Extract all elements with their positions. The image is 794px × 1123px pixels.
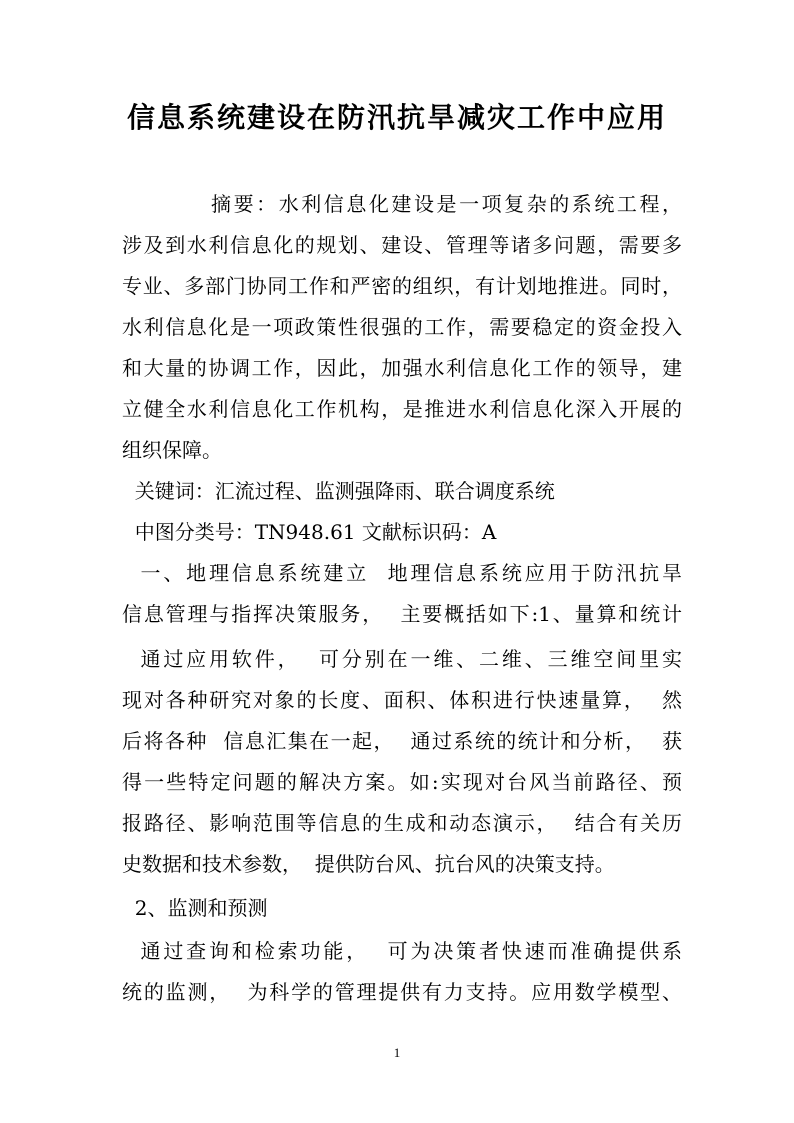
text-line: 史数据和技术参数， 提供防台风、抗台风的决策支持。 (122, 852, 615, 876)
document-title: 信息系统建设在防汛抗旱减灾工作中应用 (126, 101, 667, 134)
text-line: 现对各种研究对象的长度、面积、体积进行快速量算， 然 (122, 688, 682, 712)
text-line: 涉及到水利信息化的规划、建设、管理等诸多问题，需要多 (122, 233, 682, 257)
section-heading-line: 一、地理信息系统建立 地理信息系统应用于防汛抗旱 (122, 561, 682, 585)
text-line: 通过应用软件， 可分别在一维、二维、三维空间里实 (122, 647, 682, 671)
text-line: 专业、多部门协同工作和严密的组织，有计划地推进。同时， (122, 274, 682, 298)
classification-line: 中图分类号：TN948.61 文献标识码：A (122, 520, 497, 544)
text-line: 信息管理与指挥决策服务， 主要概括如下:1、量算和统计 (122, 602, 682, 626)
text-line: 后将各种 信息汇集在一起， 通过系统的统计和分析， 获 (122, 729, 682, 753)
subsection-heading-line: 2、监测和预测 (122, 896, 268, 920)
text-line: 报路径、影响范围等信息的生成和动态演示， 结合有关历 (122, 811, 682, 835)
text-line: 摘要：水利信息化建设是一项复杂的系统工程， (122, 192, 682, 216)
text-line: 通过查询和检索功能， 可为决策者快速而准确提供系 (122, 939, 682, 963)
text-line: 立健全水利信息化工作机构，是推进水利信息化深入开展的 (122, 397, 682, 421)
text-line: 和大量的协调工作，因此，加强水利信息化工作的领导，建 (122, 356, 682, 380)
keywords-line: 关键词：汇流过程、监测强降雨、联合调度系统 (122, 479, 555, 503)
text-line: 水利信息化是一项政策性很强的工作，需要稳定的资金投入 (122, 315, 682, 339)
text-line: 得一些特定问题的解决方案。如:实现对台风当前路径、预 (122, 770, 682, 794)
text-line: 统的监测， 为科学的管理提供有力支持。应用数学模型、 (122, 980, 682, 1004)
text-line: 组织保障。 (122, 438, 222, 462)
page-number: 1 (393, 1045, 401, 1060)
